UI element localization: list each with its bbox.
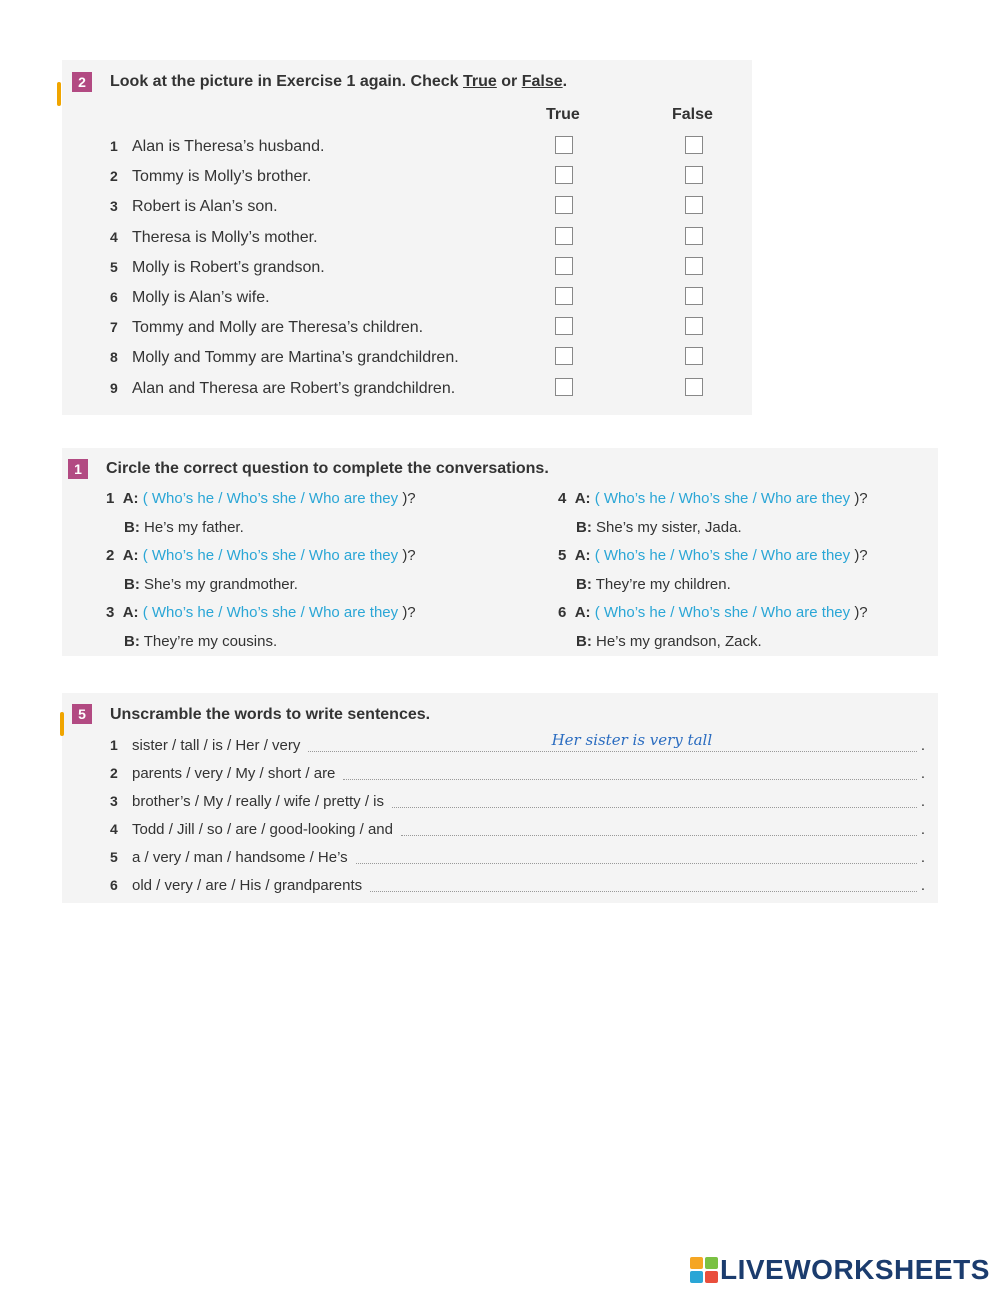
conversation-question (106, 604, 416, 621)
conv-num: 1 (106, 490, 115, 507)
false-checkbox[interactable] (685, 378, 703, 396)
sentence-period: . (920, 877, 925, 894)
conversation-question (558, 490, 868, 507)
sentence-period: . (920, 737, 925, 754)
conversation-question (558, 604, 868, 621)
unscramble-row (110, 789, 925, 815)
false-checkbox[interactable] (685, 317, 703, 335)
option-whos-she[interactable]: Who’s she (226, 547, 297, 564)
tf-word-or: or (496, 73, 522, 90)
conversation-answer (124, 633, 277, 650)
tf-row (110, 374, 750, 404)
open-paren: ( (594, 490, 600, 507)
scr-num: 6 (110, 877, 118, 893)
option-whos-she[interactable]: Who’s she (226, 490, 297, 507)
scr-num: 5 (110, 849, 118, 865)
tf-row (110, 162, 750, 192)
option-who-are-they[interactable]: Who are they (760, 604, 851, 621)
option-whos-she[interactable]: Who’s she (678, 490, 749, 507)
false-checkbox[interactable] (685, 227, 703, 245)
tf-statement (110, 168, 311, 186)
conversation-answer (576, 576, 731, 593)
separator: / (670, 604, 675, 621)
tf-word-true: True (463, 73, 497, 90)
open-paren: ( (594, 547, 600, 564)
label-b: B: (124, 633, 140, 650)
true-checkbox[interactable] (555, 257, 573, 275)
scrambled-words (110, 849, 348, 866)
true-checkbox[interactable] (555, 347, 573, 365)
false-checkbox[interactable] (685, 136, 703, 154)
option-whos-she[interactable]: Who’s she (678, 547, 749, 564)
tf-num: 5 (110, 258, 118, 275)
label-a: A: (122, 547, 139, 564)
tf-statement (110, 198, 278, 216)
conversation-answer (576, 519, 742, 536)
option-whos-he[interactable]: Who’s he (603, 490, 667, 507)
close-paren-q: )? (402, 547, 416, 564)
sentence-period: . (920, 821, 925, 838)
option-whos-he[interactable]: Who’s he (603, 604, 667, 621)
sentence-period: . (920, 765, 925, 782)
false-checkbox[interactable] (685, 196, 703, 214)
tf-text: Robert is Alan’s son. (132, 198, 278, 216)
tf-statement (110, 380, 455, 398)
label-a: A: (574, 490, 591, 507)
separator: / (300, 490, 305, 507)
tf-row (110, 132, 750, 162)
scr-words: parents / very / My / short / are (132, 765, 336, 782)
tf-word-dot: . (562, 73, 568, 90)
true-checkbox[interactable] (555, 317, 573, 335)
scrambled-words (110, 765, 335, 782)
false-checkbox[interactable] (685, 287, 703, 305)
close-paren-q: )? (854, 604, 868, 621)
tf-badge: 2 (72, 72, 92, 92)
tf-word-false: False (521, 73, 563, 90)
conversation-answer (576, 633, 762, 650)
tf-statement (110, 229, 318, 247)
tf-instruction-text: Look at the picture in Exercise 1 again. Check (110, 73, 464, 90)
true-checkbox[interactable] (555, 166, 573, 184)
unscramble-badge: 5 (72, 704, 92, 724)
option-whos-he[interactable]: Who’s he (151, 547, 215, 564)
logo-icon (690, 1257, 718, 1283)
separator: / (670, 490, 675, 507)
scr-num: 3 (110, 793, 118, 809)
answer-line[interactable] (401, 835, 917, 836)
option-who-are-they[interactable]: Who are they (308, 604, 399, 621)
label-a: A: (574, 604, 591, 621)
label-b: B: (124, 519, 140, 536)
answer-input[interactable]: Her sister is very tall (551, 731, 713, 749)
tf-num: 6 (110, 289, 118, 305)
answer-line[interactable] (370, 891, 917, 892)
label-b: B: (576, 633, 592, 650)
scr-words: a / very / man / handsome / He’s (132, 849, 348, 866)
conv-num: 3 (106, 604, 115, 621)
sentence-period: . (920, 849, 925, 866)
close-paren-q: )? (854, 547, 868, 564)
separator: / (218, 547, 223, 564)
true-checkbox[interactable] (555, 136, 573, 154)
option-whos-she[interactable]: Who’s she (678, 604, 749, 621)
tf-text: Molly is Robert’s grandson. (132, 258, 325, 276)
tf-num: 7 (110, 319, 118, 336)
scr-num: 2 (110, 765, 118, 781)
tf-num: 9 (110, 379, 118, 396)
tf-instruction (110, 73, 567, 91)
separator: / (300, 604, 305, 621)
option-whos-he[interactable]: Who’s he (151, 490, 215, 507)
option-whos-she[interactable]: Who’s she (226, 604, 297, 621)
tf-text: Theresa is Molly’s mother. (132, 228, 318, 246)
tf-row (110, 253, 750, 283)
tf-row (110, 223, 750, 253)
circle-badge: 1 (68, 459, 88, 479)
label-b: B: (576, 519, 592, 536)
tf-text: Tommy is Molly’s brother. (132, 168, 312, 186)
tf-statement (110, 259, 325, 277)
scr-words: old / very / are / His / grandparents (132, 877, 363, 894)
open-paren: ( (142, 547, 148, 564)
true-checkbox[interactable] (555, 287, 573, 305)
tf-statement (110, 289, 270, 307)
unscramble-row (110, 733, 925, 759)
conv-num: 2 (106, 547, 115, 564)
scrambled-words (110, 737, 300, 754)
tf-accent (57, 82, 61, 106)
liveworksheets-logo (690, 1254, 990, 1286)
separator: / (752, 490, 757, 507)
unscramble-accent (60, 712, 64, 736)
true-checkbox[interactable] (555, 196, 573, 214)
close-paren-q: )? (854, 490, 868, 507)
option-who-are-they[interactable]: Who are they (760, 547, 851, 564)
sentence-period: . (920, 793, 925, 810)
true-checkbox[interactable] (555, 378, 573, 396)
tf-num: 1 (110, 138, 118, 154)
false-checkbox[interactable] (685, 257, 703, 275)
circle-instruction: Circle the correct question to complete the conversations. (106, 460, 549, 477)
label-a: A: (574, 547, 591, 564)
scr-words: Todd / Jill / so / are / good-looking / and (132, 821, 393, 838)
answer-text: They’re my cousins. (143, 633, 278, 650)
answer-line[interactable] (308, 751, 917, 752)
tf-text: Alan and Theresa are Robert’s grandchildren. (132, 379, 456, 397)
tf-text: Tommy and Molly are Theresa’s children. (132, 319, 424, 337)
logo-text: LIVEWORKSHEETS (720, 1254, 990, 1285)
conversation-answer (124, 519, 244, 536)
scr-words: brother’s / My / really / wife / pretty / is (132, 793, 385, 810)
tf-text: Molly and Tommy are Martina’s grandchildren. (132, 349, 459, 367)
unscramble-row (110, 817, 925, 843)
tf-row (110, 313, 750, 343)
answer-line[interactable] (392, 807, 917, 808)
conversation-answer (124, 576, 298, 593)
close-paren-q: )? (402, 604, 416, 621)
tf-num: 8 (110, 349, 118, 366)
unscramble-row (110, 873, 925, 899)
false-checkbox[interactable] (685, 347, 703, 365)
unscramble-row (110, 845, 925, 871)
open-paren: ( (142, 490, 148, 507)
true-checkbox[interactable] (555, 227, 573, 245)
option-who-are-they[interactable]: Who are they (308, 547, 399, 564)
answer-text: She’s my grandmother. (144, 576, 298, 593)
option-whos-he[interactable]: Who’s he (151, 604, 215, 621)
close-paren-q: )? (402, 490, 416, 507)
separator: / (752, 547, 757, 564)
col-true-header: True (546, 106, 580, 123)
tf-num: 2 (110, 168, 118, 185)
answer-text: She’s my sister, Jada. (596, 519, 742, 536)
conv-num: 6 (558, 604, 567, 621)
conversation-question (106, 547, 416, 564)
option-who-are-they[interactable]: Who are they (760, 490, 851, 507)
unscramble-row (110, 761, 925, 787)
label-a: A: (122, 604, 139, 621)
col-false-header: False (672, 106, 713, 123)
tf-statement (110, 138, 324, 156)
separator: / (670, 547, 675, 564)
tf-row (110, 192, 750, 222)
answer-line[interactable] (343, 779, 917, 780)
conv-num: 4 (558, 490, 567, 507)
separator: / (218, 490, 223, 507)
false-checkbox[interactable] (685, 166, 703, 184)
label-b: B: (576, 576, 592, 593)
conversation-question (106, 490, 416, 507)
tf-statement (110, 349, 459, 367)
unscramble-instruction: Unscramble the words to write sentences. (110, 706, 431, 723)
scr-num: 4 (110, 821, 118, 837)
option-who-are-they[interactable]: Who are they (308, 490, 399, 507)
tf-row (110, 343, 750, 373)
label-a: A: (122, 490, 139, 507)
answer-text: He’s my father. (144, 519, 244, 536)
scrambled-words (110, 877, 362, 894)
scr-num: 1 (110, 737, 118, 753)
answer-line[interactable] (356, 863, 917, 864)
answer-text: They’re my children. (595, 576, 731, 593)
label-b: B: (124, 576, 140, 593)
conversation-question (558, 547, 868, 564)
tf-statement (110, 319, 423, 337)
open-paren: ( (142, 604, 148, 621)
scrambled-words (110, 821, 393, 838)
separator: / (300, 547, 305, 564)
conv-num: 5 (558, 547, 567, 564)
tf-row (110, 283, 750, 313)
separator: / (752, 604, 757, 621)
tf-text: Molly is Alan’s wife. (132, 289, 270, 306)
tf-text: Alan is Theresa’s husband. (132, 138, 325, 155)
tf-num: 4 (110, 228, 118, 245)
scrambled-words (110, 793, 384, 810)
separator: / (218, 604, 223, 621)
open-paren: ( (594, 604, 600, 621)
scr-words: sister / tall / is / Her / very (132, 737, 301, 754)
answer-text: He’s my grandson, Zack. (596, 633, 762, 650)
option-whos-he[interactable]: Who’s he (603, 547, 667, 564)
tf-num: 3 (110, 198, 118, 215)
